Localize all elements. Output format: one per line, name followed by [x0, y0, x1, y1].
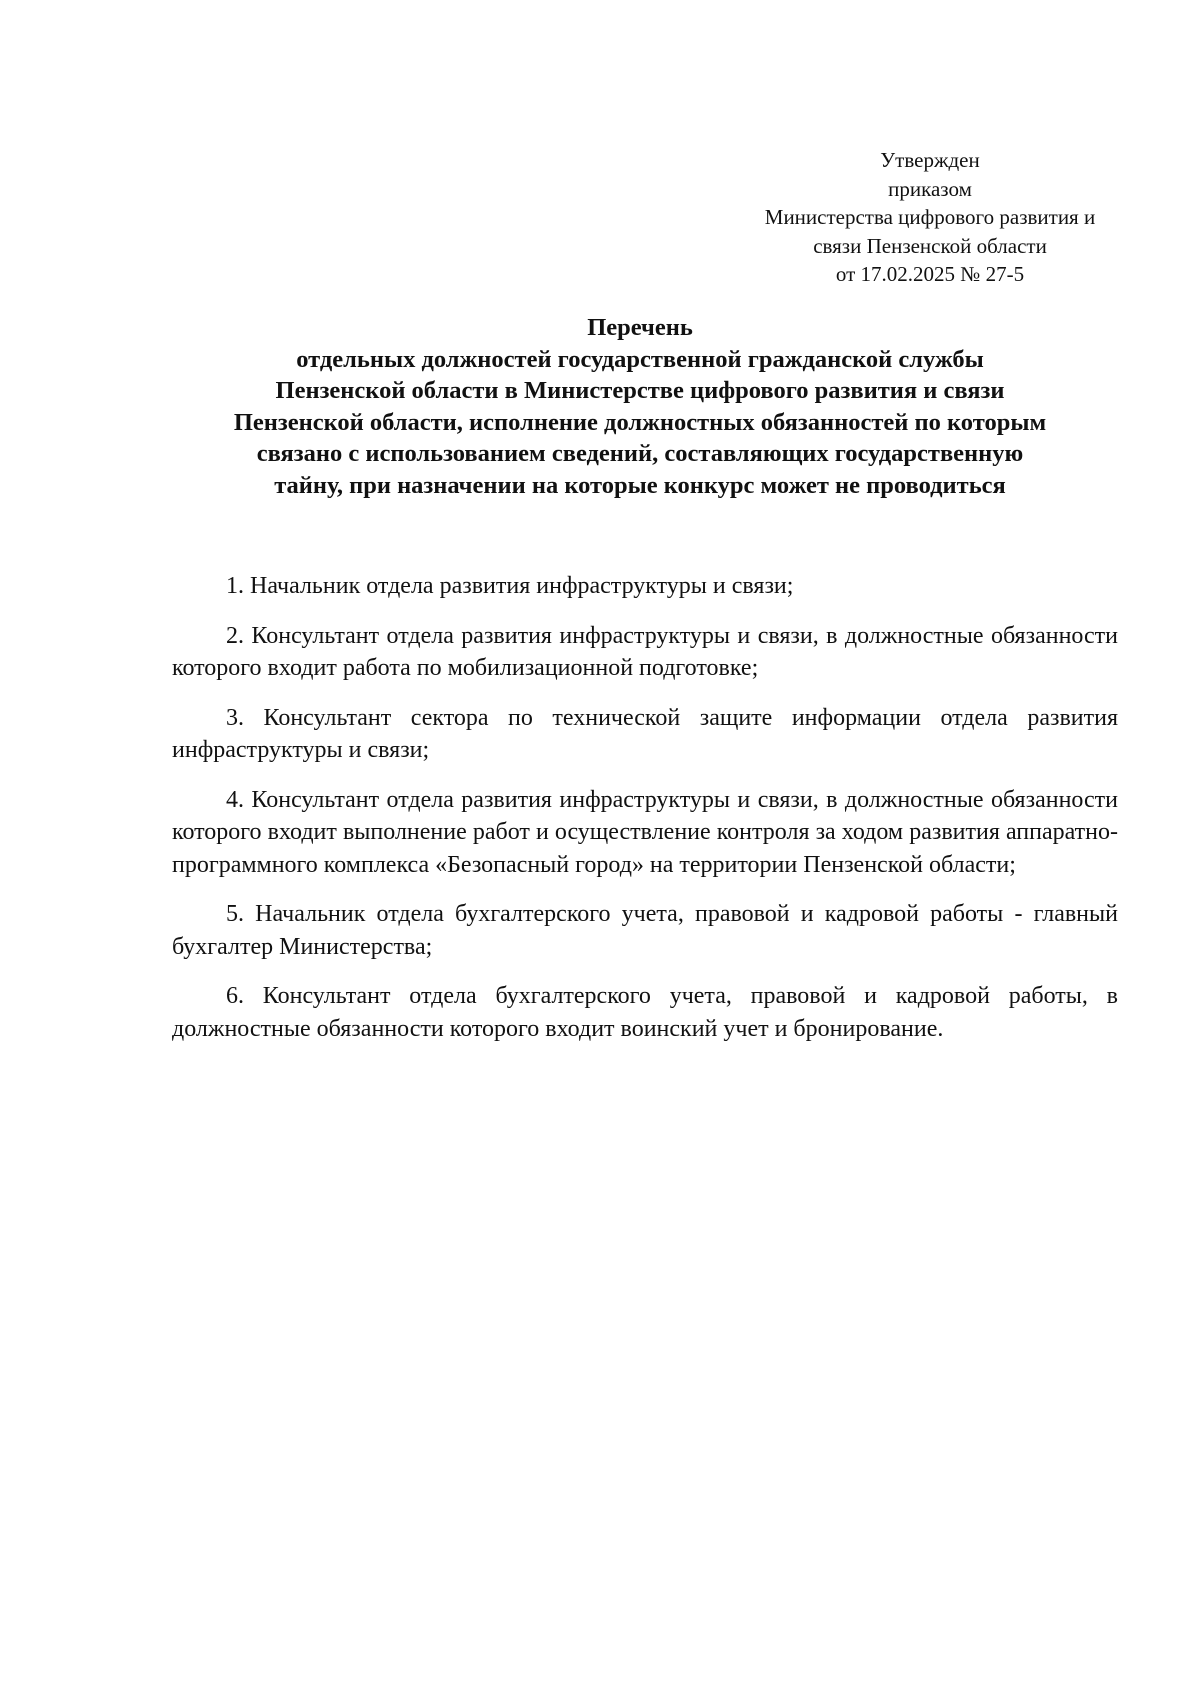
title-line: Пензенской области, исполнение должностных обязанностей по которым — [233, 408, 1047, 436]
list-item: 5. Начальник отдела бухгалтерского учета, правовой и кадровой работы - главный бухгалтер Министерства; — [172, 901, 1118, 960]
approval-line: связи Пензенской области — [813, 233, 1047, 258]
position-list — [172, 570, 1118, 1062]
approval-stamp — [700, 146, 1160, 289]
title-line: отдельных должностей государственной гражданской службы — [296, 345, 984, 373]
list-item: 4. Консультант отдела развития инфраструктуры и связи, в должностные обязанности которого входит выполнение работ и осуществление контроля за ходом развития аппаратно-программного комплекса «Безопасный город» на территории Пензенской области; — [172, 786, 1118, 878]
list-item: 6. Консультант отдела бухгалтерского учета, правовой и кадровой работы, в должностные обязанности которого входит воинский учет и бронирование. — [172, 983, 1118, 1042]
document-title — [160, 312, 1120, 501]
list-item: 1. Начальник отдела развития инфраструктуры и связи; — [226, 573, 794, 599]
list-item: 3. Консультант сектора по технической защите информации отдела развития инфраструктуры и связи; — [172, 704, 1118, 763]
title-line: Пензенской области в Министерстве цифрового развития и связи — [275, 377, 1005, 404]
approval-date-number: от 17.02.2025 № 27-5 — [835, 262, 1025, 287]
title-line: связано с использованием сведений, составляющих государственную — [256, 440, 1024, 467]
list-item: 2. Консультант отдела развития инфраструктуры и связи, в должностные обязанности которого входит работа по мобилизационной подготовке; — [172, 622, 1118, 681]
approval-line: приказом — [888, 176, 972, 201]
title-heading: Перечень — [587, 314, 693, 341]
approval-line: Утвержден — [880, 148, 980, 172]
approval-line: Министерства цифрового развития и — [764, 205, 1096, 230]
title-line: тайну, при назначении на которые конкурс может не проводиться — [274, 471, 1006, 499]
